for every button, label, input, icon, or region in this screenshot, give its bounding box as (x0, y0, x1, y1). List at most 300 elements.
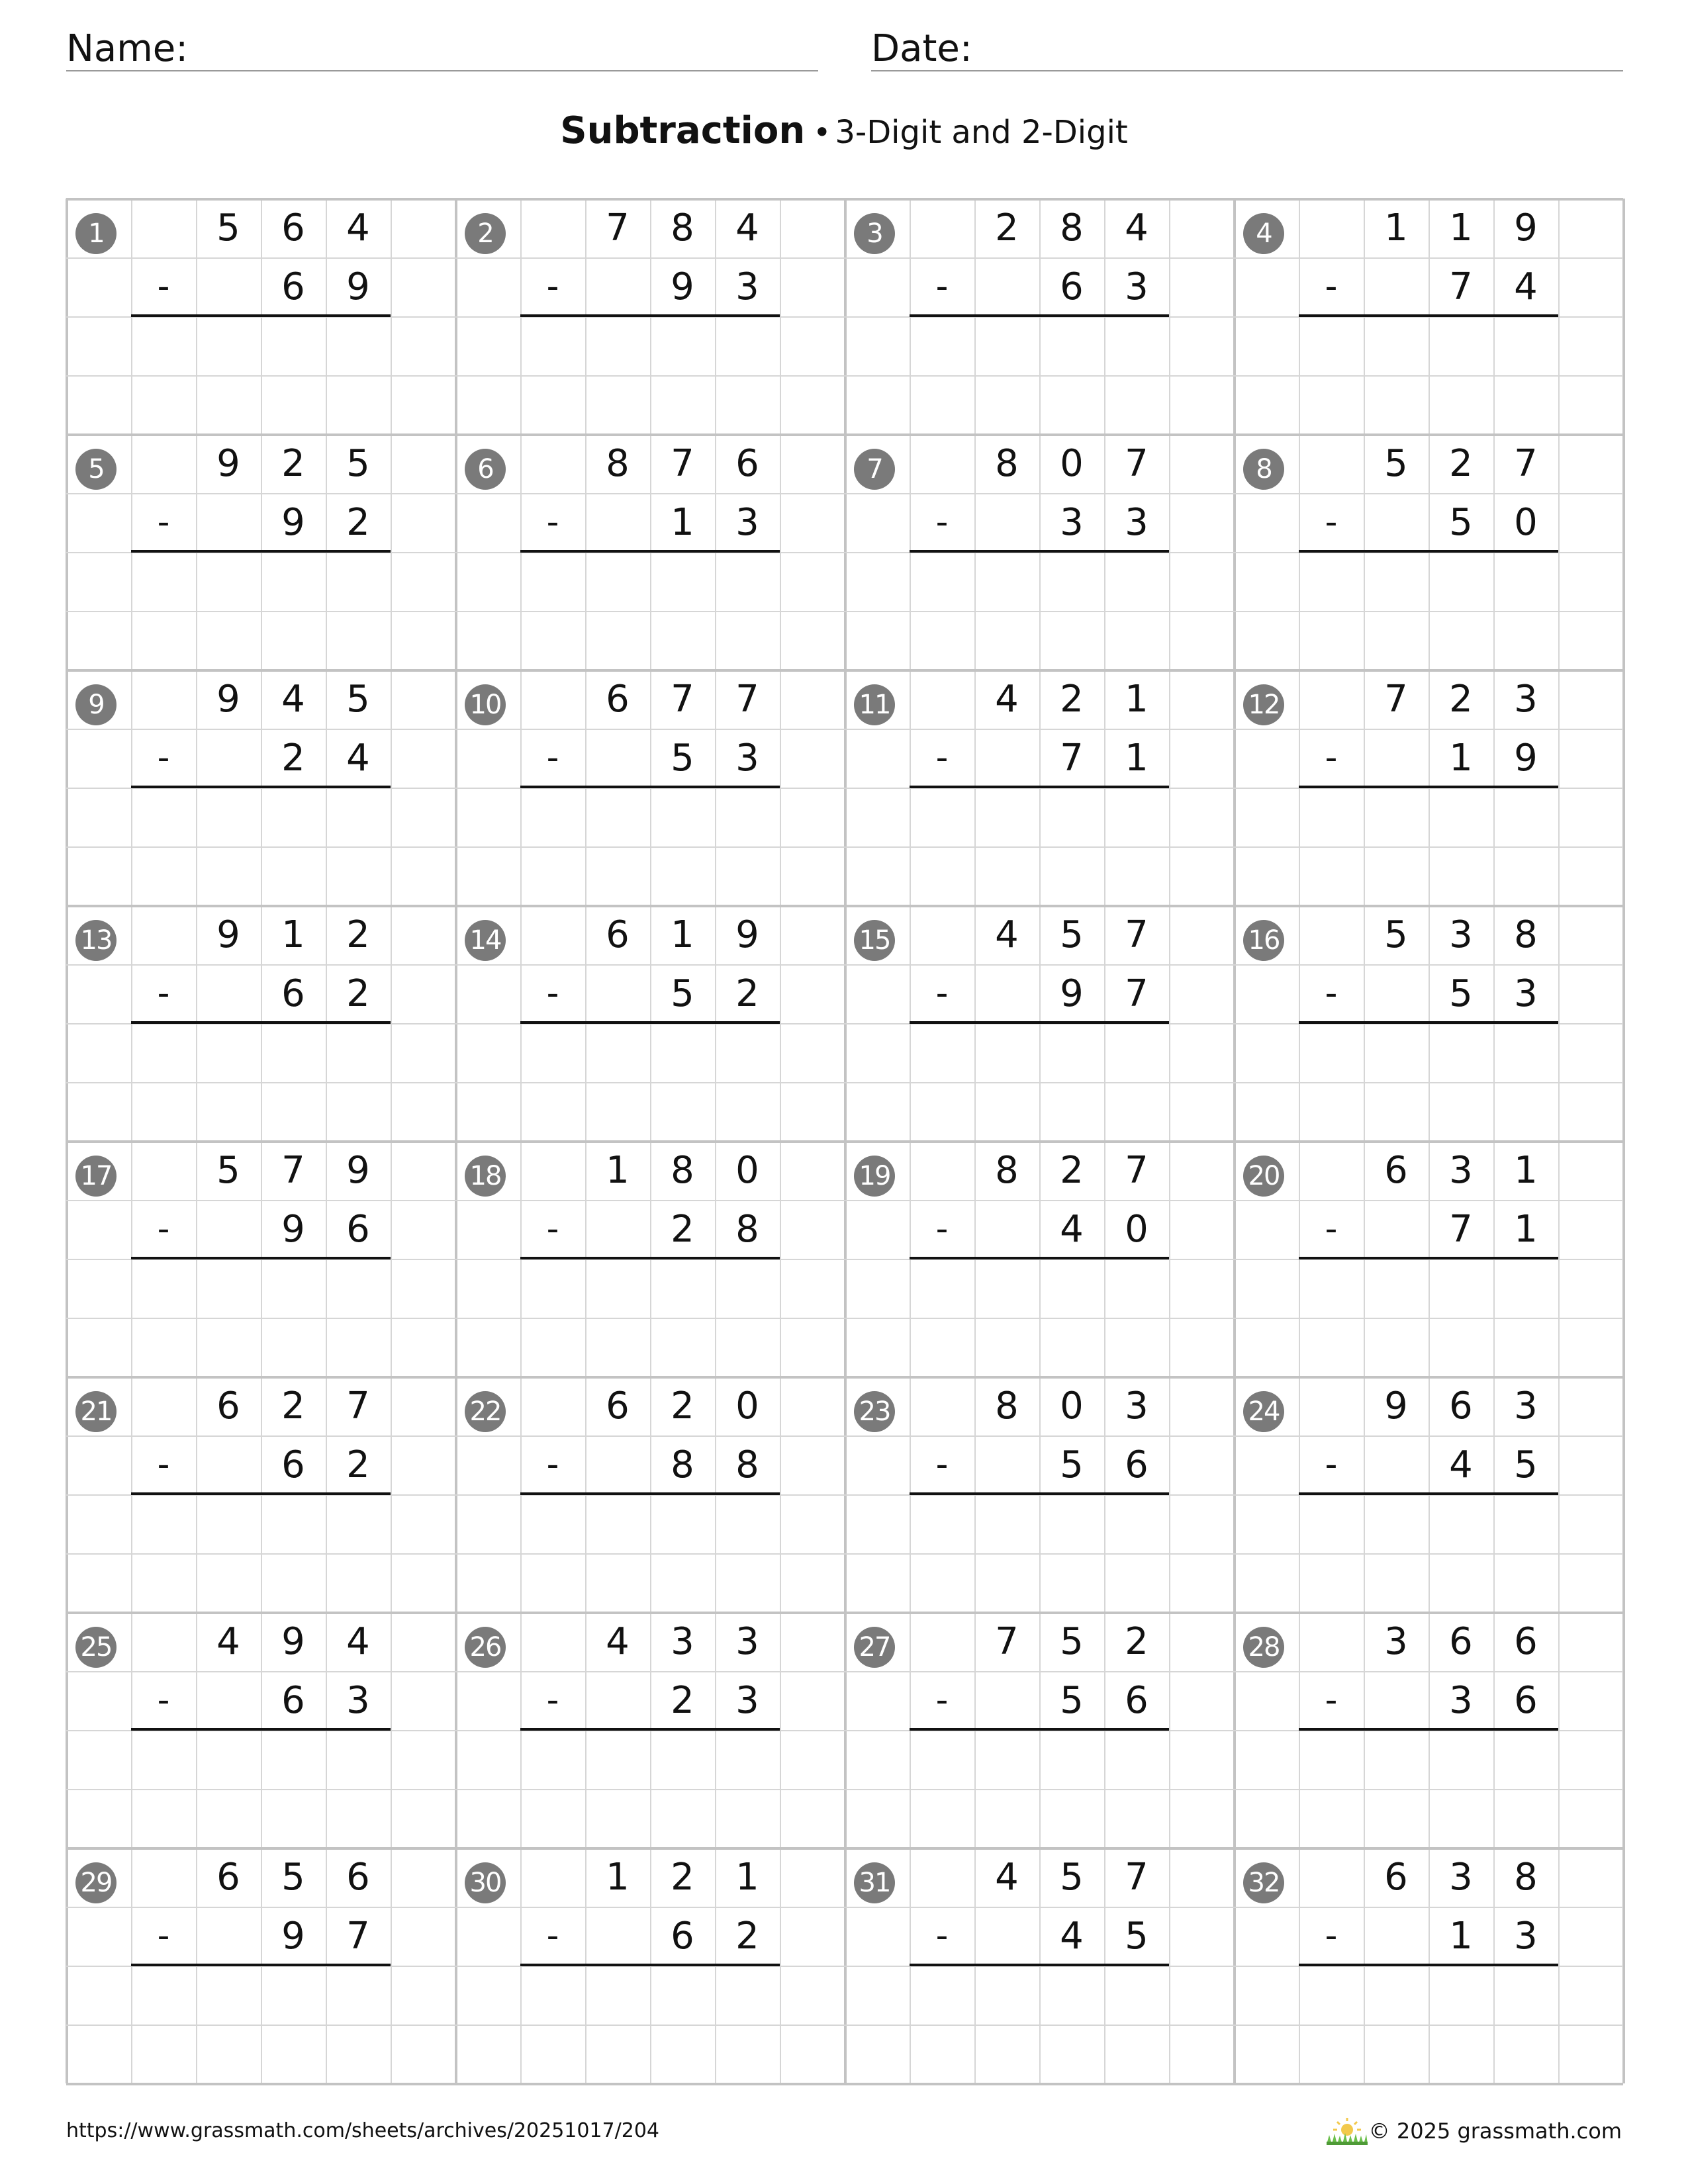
minus-sign: - (1325, 1209, 1338, 1249)
minuend-digit: 4 (346, 206, 370, 250)
problem-8 (1234, 434, 1623, 670)
minuend-digit: 6 (606, 1385, 630, 1428)
subtrahend-digit: 7 (1125, 972, 1149, 1015)
answer-line (520, 1021, 780, 1024)
minus-sign: - (546, 1209, 559, 1249)
subtrahend-digit: 2 (346, 501, 370, 544)
subtrahend-digit: 5 (1125, 1915, 1149, 1958)
answer-line (520, 1964, 780, 1966)
minuend-digit: 6 (1449, 1620, 1473, 1663)
minuend-digit: 4 (606, 1620, 630, 1663)
problem-number-badge: 2 (465, 213, 506, 254)
minus-sign: - (546, 1916, 559, 1956)
answer-line (1299, 1964, 1558, 1966)
minuend-digit: 4 (216, 1620, 240, 1663)
minus-sign: - (1325, 974, 1338, 1013)
minus-sign: - (935, 1680, 949, 1720)
subtrahend-digit: 9 (281, 1208, 305, 1251)
minuend-digit: 5 (281, 1856, 305, 1899)
minuend-digit: 2 (1060, 678, 1084, 721)
subtrahend-digit: 4 (1449, 1443, 1473, 1486)
minuend-digit: 7 (671, 678, 694, 721)
problem-number-badge: 18 (465, 1156, 506, 1197)
problem-19 (845, 1141, 1234, 1377)
problem-12 (1234, 670, 1623, 905)
subtrahend-digit: 5 (1449, 972, 1473, 1015)
minus-sign: - (157, 738, 170, 778)
minuend-digit: 6 (281, 206, 305, 250)
title-separator: • (813, 114, 831, 150)
problem-18 (455, 1141, 845, 1377)
date-field[interactable] (871, 24, 1623, 71)
answer-line (131, 1964, 391, 1966)
problem-14 (455, 905, 845, 1141)
minuend-digit: 4 (1125, 206, 1149, 250)
problem-13 (66, 905, 455, 1141)
minuend-digit: 1 (1125, 678, 1149, 721)
subtrahend-digit: 5 (1449, 501, 1473, 544)
minuend-digit: 6 (346, 1856, 370, 1899)
minuend-digit: 5 (216, 206, 240, 250)
problem-2 (455, 199, 845, 434)
problem-number-badge: 13 (75, 920, 117, 961)
minuend-digit: 9 (216, 913, 240, 956)
subtrahend-digit: 8 (671, 1443, 694, 1486)
minuend-digit: 4 (995, 678, 1019, 721)
answer-line (131, 1728, 391, 1731)
minuend-digit: 5 (1060, 1620, 1084, 1663)
problem-number-badge: 32 (1243, 1862, 1284, 1903)
name-label: Name: (66, 27, 189, 70)
minuend-digit: 7 (1125, 1149, 1149, 1192)
answer-line (1299, 786, 1558, 788)
minuend-digit: 4 (281, 678, 305, 721)
subtrahend-digit: 9 (346, 265, 370, 308)
subtrahend-digit: 8 (735, 1443, 759, 1486)
subtrahend-digit: 1 (1514, 1208, 1538, 1251)
minuend-digit: 3 (1125, 1385, 1149, 1428)
subtrahend-digit: 6 (1125, 1443, 1149, 1486)
minuend-digit: 6 (606, 913, 630, 956)
problem-grid (66, 199, 1623, 2083)
minuend-digit: 3 (735, 1620, 759, 1663)
answer-line (910, 314, 1169, 317)
problem-30 (455, 1848, 845, 2083)
subtrahend-digit: 7 (346, 1915, 370, 1958)
subtrahend-digit: 6 (281, 265, 305, 308)
minuend-digit: 2 (671, 1856, 694, 1899)
subtrahend-digit: 5 (671, 972, 694, 1015)
answer-line (131, 1492, 391, 1495)
minuend-digit: 7 (1125, 442, 1149, 485)
problem-11 (845, 670, 1234, 905)
subtrahend-digit: 3 (1514, 972, 1538, 1015)
problem-number-badge: 28 (1243, 1627, 1284, 1668)
minuend-digit: 8 (606, 442, 630, 485)
minuend-digit: 5 (346, 678, 370, 721)
minuend-digit: 7 (1514, 442, 1538, 485)
problem-21 (66, 1377, 455, 1612)
problem-number-badge: 11 (854, 684, 895, 725)
minus-sign: - (157, 502, 170, 542)
problem-16 (1234, 905, 1623, 1141)
subtrahend-digit: 3 (735, 737, 759, 780)
worksheet-title (0, 105, 1688, 166)
problem-10 (455, 670, 845, 905)
minuend-digit: 5 (1060, 1856, 1084, 1899)
minus-sign: - (157, 1209, 170, 1249)
minuend-digit: 7 (606, 206, 630, 250)
problem-number-badge: 26 (465, 1627, 506, 1668)
problem-17 (66, 1141, 455, 1377)
minuend-digit: 3 (1449, 913, 1473, 956)
problem-number-badge: 25 (75, 1627, 117, 1668)
problem-number-badge: 9 (75, 684, 117, 725)
problem-number-badge: 1 (75, 213, 117, 254)
subtrahend-digit: 3 (1125, 501, 1149, 544)
problem-7 (845, 434, 1234, 670)
minus-sign: - (935, 1916, 949, 1956)
answer-line (131, 1021, 391, 1024)
answer-line (520, 1492, 780, 1495)
answer-line (520, 550, 780, 553)
minus-sign: - (157, 1916, 170, 1956)
minuend-digit: 5 (1384, 913, 1408, 956)
minuend-digit: 9 (1514, 206, 1538, 250)
subtrahend-digit: 2 (735, 1915, 759, 1958)
minus-sign: - (157, 1680, 170, 1720)
subtrahend-digit: 5 (1514, 1443, 1538, 1486)
answer-line (1299, 314, 1558, 317)
subtrahend-digit: 6 (671, 1915, 694, 1958)
problem-4 (1234, 199, 1623, 434)
problem-5 (66, 434, 455, 670)
minuend-digit: 2 (346, 913, 370, 956)
problem-31 (845, 1848, 1234, 2083)
answer-line (131, 786, 391, 788)
minus-sign: - (157, 1445, 170, 1484)
minuend-digit: 4 (735, 206, 759, 250)
problem-25 (66, 1612, 455, 1848)
minuend-digit: 3 (1384, 1620, 1408, 1663)
minuend-digit: 9 (216, 678, 240, 721)
subtrahend-digit: 9 (1514, 737, 1538, 780)
minus-sign: - (1325, 267, 1338, 306)
answer-line (1299, 1021, 1558, 1024)
answer-line (1299, 1492, 1558, 1495)
answer-line (520, 786, 780, 788)
subtrahend-digit: 1 (1449, 1915, 1473, 1958)
answer-line (910, 786, 1169, 788)
footer-url: https://www.grassmath.com/sheets/archives/20251017/204 (66, 2119, 660, 2142)
answer-line (520, 1257, 780, 1259)
minus-sign: - (935, 1209, 949, 1249)
subtrahend-digit: 4 (1514, 265, 1538, 308)
subtrahend-digit: 0 (1125, 1208, 1149, 1251)
minuend-digit: 2 (281, 442, 305, 485)
minuend-digit: 8 (671, 1149, 694, 1192)
minuend-digit: 8 (995, 442, 1019, 485)
subtrahend-digit: 4 (1060, 1208, 1084, 1251)
minuend-digit: 7 (1125, 1856, 1149, 1899)
minuend-digit: 6 (735, 442, 759, 485)
minuend-digit: 0 (1060, 1385, 1084, 1428)
footer-copyright: © 2025 grassmath.com (1368, 2118, 1622, 2144)
subtrahend-digit: 3 (346, 1679, 370, 1722)
problem-number-badge: 30 (465, 1862, 506, 1903)
answer-line (1299, 1728, 1558, 1731)
minuend-digit: 1 (1449, 206, 1473, 250)
subtrahend-digit: 3 (1060, 501, 1084, 544)
minuend-digit: 3 (1449, 1149, 1473, 1192)
problem-number-badge: 17 (75, 1156, 117, 1197)
subtrahend-digit: 2 (671, 1208, 694, 1251)
minus-sign: - (935, 267, 949, 306)
problem-number-badge: 19 (854, 1156, 895, 1197)
minuend-digit: 3 (1514, 678, 1538, 721)
problem-number-badge: 21 (75, 1391, 117, 1432)
minuend-digit: 8 (995, 1149, 1019, 1192)
minus-sign: - (1325, 1916, 1338, 1956)
subtrahend-digit: 4 (346, 737, 370, 780)
subtrahend-digit: 6 (1125, 1679, 1149, 1722)
name-field[interactable] (66, 24, 818, 71)
problem-number-badge: 8 (1243, 449, 1284, 490)
subtrahend-digit: 6 (1060, 265, 1084, 308)
minus-sign: - (935, 738, 949, 778)
answer-line (520, 314, 780, 317)
minus-sign: - (935, 1445, 949, 1484)
problem-32 (1234, 1848, 1623, 2083)
problem-number-badge: 23 (854, 1391, 895, 1432)
minuend-digit: 6 (216, 1385, 240, 1428)
minuend-digit: 2 (1449, 678, 1473, 721)
minuend-digit: 8 (1060, 206, 1084, 250)
minuend-digit: 1 (1384, 206, 1408, 250)
title-main: Subtraction (560, 109, 806, 152)
minuend-digit: 5 (346, 442, 370, 485)
answer-line (131, 1257, 391, 1259)
minuend-digit: 4 (995, 1856, 1019, 1899)
minuend-digit: 2 (1125, 1620, 1149, 1663)
problem-6 (455, 434, 845, 670)
subtrahend-digit: 2 (671, 1679, 694, 1722)
subtrahend-digit: 3 (1449, 1679, 1473, 1722)
minuend-digit: 0 (735, 1385, 759, 1428)
minuend-digit: 1 (281, 913, 305, 956)
subtrahend-digit: 8 (735, 1208, 759, 1251)
minus-sign: - (546, 1445, 559, 1484)
minuend-digit: 7 (995, 1620, 1019, 1663)
title-subtitle: 3-Digit and 2-Digit (835, 114, 1128, 151)
minuend-digit: 3 (1514, 1385, 1538, 1428)
minuend-digit: 9 (281, 1620, 305, 1663)
problem-number-badge: 27 (854, 1627, 895, 1668)
problem-15 (845, 905, 1234, 1141)
problem-23 (845, 1377, 1234, 1612)
grass-sun-logo-icon (1324, 2115, 1370, 2146)
problem-number-badge: 29 (75, 1862, 117, 1903)
minus-sign: - (1325, 738, 1338, 778)
problem-number-badge: 4 (1243, 213, 1284, 254)
minuend-digit: 9 (1384, 1385, 1408, 1428)
answer-line (1299, 550, 1558, 553)
problem-number-badge: 31 (854, 1862, 895, 1903)
minuend-digit: 1 (671, 913, 694, 956)
subtrahend-digit: 2 (346, 1443, 370, 1486)
subtrahend-digit: 9 (281, 1915, 305, 1958)
subtrahend-digit: 4 (1060, 1915, 1084, 1958)
subtrahend-digit: 1 (1449, 737, 1473, 780)
problem-26 (455, 1612, 845, 1848)
problem-number-badge: 7 (854, 449, 895, 490)
minuend-digit: 2 (1449, 442, 1473, 485)
minuend-digit: 1 (606, 1149, 630, 1192)
problem-28 (1234, 1612, 1623, 1848)
subtrahend-digit: 6 (281, 1679, 305, 1722)
minus-sign: - (546, 267, 559, 306)
minuend-digit: 6 (216, 1856, 240, 1899)
minuend-digit: 2 (1060, 1149, 1084, 1192)
problem-number-badge: 3 (854, 213, 895, 254)
minuend-digit: 7 (281, 1149, 305, 1192)
problem-1 (66, 199, 455, 434)
minuend-digit: 8 (995, 1385, 1019, 1428)
problem-3 (845, 199, 1234, 434)
minuend-digit: 5 (1384, 442, 1408, 485)
subtrahend-digit: 3 (1514, 1915, 1538, 1958)
answer-line (910, 1492, 1169, 1495)
minuend-digit: 7 (735, 678, 759, 721)
date-label: Date: (871, 27, 972, 70)
minuend-digit: 3 (1449, 1856, 1473, 1899)
subtrahend-digit: 9 (1060, 972, 1084, 1015)
problem-24 (1234, 1377, 1623, 1612)
answer-line (910, 1964, 1169, 1966)
problem-number-badge: 24 (1243, 1391, 1284, 1432)
subtrahend-digit: 9 (671, 265, 694, 308)
minuend-digit: 7 (671, 442, 694, 485)
subtrahend-digit: 2 (281, 737, 305, 780)
subtrahend-digit: 3 (1125, 265, 1149, 308)
minus-sign: - (935, 502, 949, 542)
answer-line (910, 1021, 1169, 1024)
minuend-digit: 5 (216, 1149, 240, 1192)
minuend-digit: 9 (735, 913, 759, 956)
subtrahend-digit: 7 (1060, 737, 1084, 780)
answer-line (131, 314, 391, 317)
minus-sign: - (546, 1680, 559, 1720)
subtrahend-digit: 9 (281, 501, 305, 544)
subtrahend-digit: 3 (735, 501, 759, 544)
minuend-digit: 7 (1125, 913, 1149, 956)
minuend-digit: 7 (1384, 678, 1408, 721)
minuend-digit: 0 (1060, 442, 1084, 485)
subtrahend-digit: 7 (1449, 265, 1473, 308)
minus-sign: - (157, 267, 170, 306)
problem-number-badge: 15 (854, 920, 895, 961)
problem-22 (455, 1377, 845, 1612)
minuend-digit: 2 (281, 1385, 305, 1428)
minuend-digit: 6 (1514, 1620, 1538, 1663)
minuend-digit: 9 (346, 1149, 370, 1192)
minus-sign: - (546, 974, 559, 1013)
minus-sign: - (1325, 1680, 1338, 1720)
problem-29 (66, 1848, 455, 2083)
subtrahend-digit: 6 (1514, 1679, 1538, 1722)
problem-number-badge: 20 (1243, 1156, 1284, 1197)
minuend-digit: 7 (346, 1385, 370, 1428)
minus-sign: - (1325, 1445, 1338, 1484)
minuend-digit: 4 (346, 1620, 370, 1663)
minuend-digit: 8 (1514, 1856, 1538, 1899)
minuend-digit: 1 (735, 1856, 759, 1899)
minuend-digit: 0 (735, 1149, 759, 1192)
minus-sign: - (935, 974, 949, 1013)
answer-line (910, 1728, 1169, 1731)
minuend-digit: 5 (1060, 913, 1084, 956)
answer-line (910, 1257, 1169, 1259)
problem-number-badge: 12 (1243, 684, 1284, 725)
subtrahend-digit: 7 (1449, 1208, 1473, 1251)
subtrahend-digit: 5 (671, 737, 694, 780)
minuend-digit: 6 (1384, 1856, 1408, 1899)
problem-27 (845, 1612, 1234, 1848)
answer-line (1299, 1257, 1558, 1259)
problem-9 (66, 670, 455, 905)
subtrahend-digit: 2 (346, 972, 370, 1015)
subtrahend-digit: 6 (346, 1208, 370, 1251)
minuend-digit: 8 (1514, 913, 1538, 956)
minus-sign: - (546, 738, 559, 778)
minus-sign: - (157, 974, 170, 1013)
minuend-digit: 2 (671, 1385, 694, 1428)
minus-sign: - (546, 502, 559, 542)
answer-line (910, 550, 1169, 553)
subtrahend-digit: 5 (1060, 1443, 1084, 1486)
subtrahend-digit: 2 (735, 972, 759, 1015)
minuend-digit: 1 (606, 1856, 630, 1899)
minuend-digit: 9 (216, 442, 240, 485)
problem-20 (1234, 1141, 1623, 1377)
minuend-digit: 4 (995, 913, 1019, 956)
problem-number-badge: 10 (465, 684, 506, 725)
subtrahend-digit: 3 (735, 1679, 759, 1722)
problem-number-badge: 5 (75, 449, 117, 490)
subtrahend-digit: 6 (281, 1443, 305, 1486)
minuend-digit: 1 (1514, 1149, 1538, 1192)
subtrahend-digit: 3 (735, 265, 759, 308)
subtrahend-digit: 0 (1514, 501, 1538, 544)
answer-line (131, 550, 391, 553)
answer-line (520, 1728, 780, 1731)
minuend-digit: 6 (1384, 1149, 1408, 1192)
problem-number-badge: 6 (465, 449, 506, 490)
subtrahend-digit: 5 (1060, 1679, 1084, 1722)
minuend-digit: 6 (606, 678, 630, 721)
minuend-digit: 3 (671, 1620, 694, 1663)
minuend-digit: 8 (671, 206, 694, 250)
problem-number-badge: 16 (1243, 920, 1284, 961)
minuend-digit: 2 (995, 206, 1019, 250)
subtrahend-digit: 1 (671, 501, 694, 544)
subtrahend-digit: 1 (1125, 737, 1149, 780)
problem-number-badge: 22 (465, 1391, 506, 1432)
problem-number-badge: 14 (465, 920, 506, 961)
minus-sign: - (1325, 502, 1338, 542)
subtrahend-digit: 6 (281, 972, 305, 1015)
minuend-digit: 6 (1449, 1385, 1473, 1428)
